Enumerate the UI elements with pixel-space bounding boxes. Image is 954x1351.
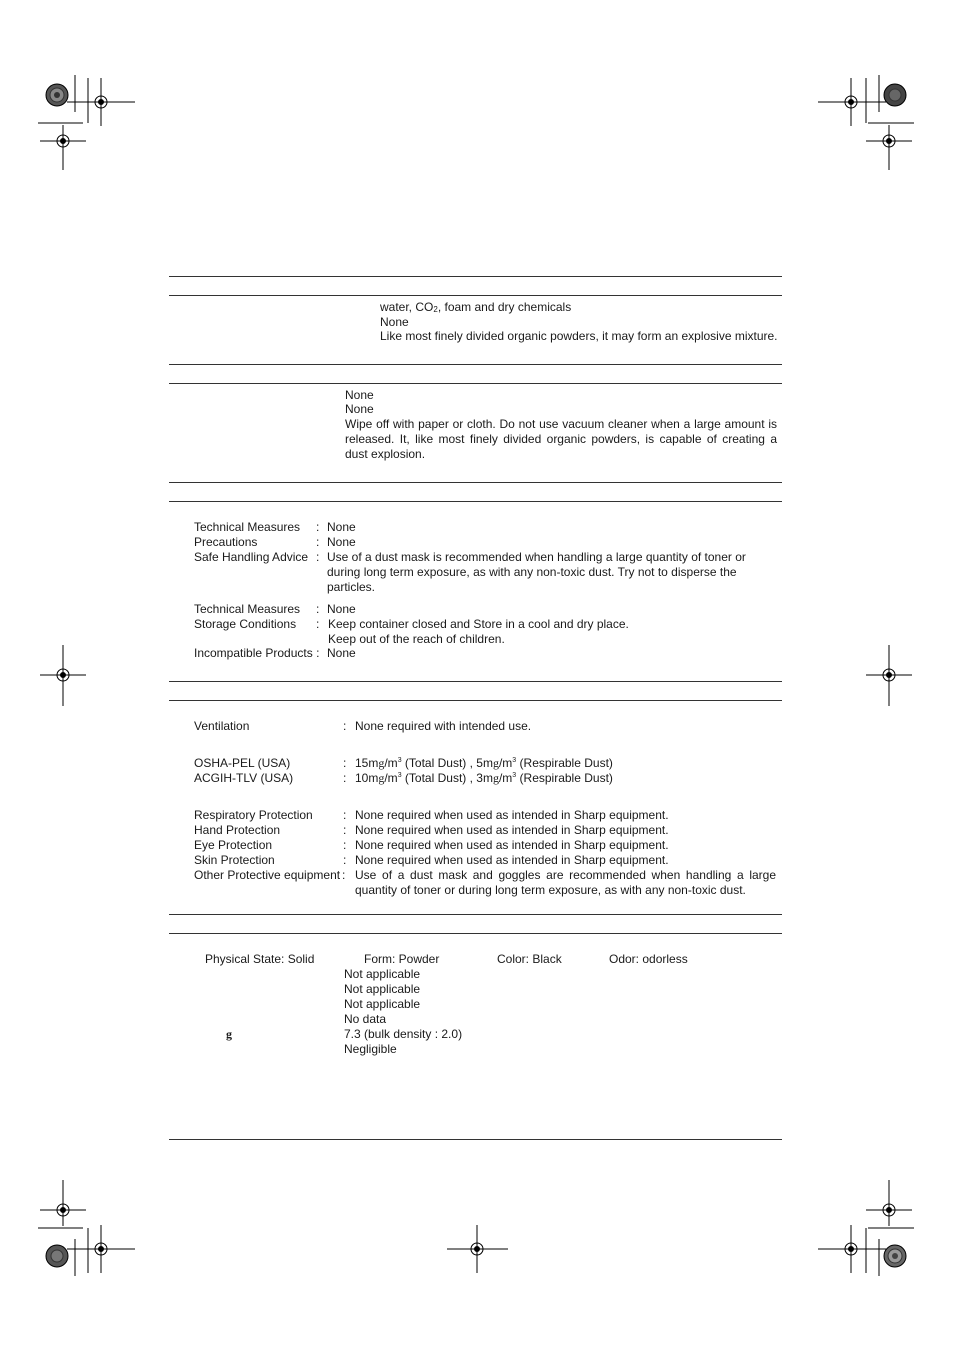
physical-state: Physical State: Solid [205, 952, 315, 966]
g-symbol: g [226, 1027, 232, 1041]
color-swatch-icon [46, 84, 68, 106]
colon: : [316, 550, 320, 564]
form: Form: Powder [364, 952, 440, 966]
acgih-label: ACGIH-TLV (USA) [194, 771, 294, 785]
incompatible-label: Incompatible Products : [194, 646, 320, 660]
section-rule [169, 1139, 782, 1140]
colon: : [342, 868, 346, 882]
explosion-hazard-value: Like most finely divided organic powders, it may form an explosive mixture. [380, 329, 778, 343]
section-rule [169, 295, 782, 296]
other-protective-value: Use of a dust mask and goggles are recommended when handling a large quantity of toner or during long term exposure, as with any non-toxic dust. [355, 868, 776, 897]
release-value-1: None [345, 388, 374, 402]
property-value-3: Not applicable [344, 997, 421, 1011]
colon: : [343, 719, 347, 733]
handling-technical-value: None [327, 520, 356, 534]
skin-value: None required when used as intended in Sharp equipment. [355, 853, 669, 867]
storage-conditions-label: Storage Conditions [194, 617, 297, 631]
section-rule [169, 681, 782, 682]
hand-label: Hand Protection [194, 823, 281, 837]
respiratory-label: Respiratory Protection [194, 808, 313, 822]
color-swatch-icon [884, 1245, 906, 1267]
section-rule [169, 914, 782, 915]
colon: : [343, 771, 347, 785]
section-rule [169, 933, 782, 934]
section-rule [169, 276, 782, 277]
registration-mark-icon [818, 78, 886, 126]
color-swatch-icon [46, 1245, 68, 1267]
safe-handling-label: Safe Handling Advice [194, 550, 309, 564]
registration-mark-icon [818, 1225, 886, 1273]
skin-label: Skin Protection [194, 853, 275, 867]
section-rule [169, 700, 782, 701]
crop-mark-bottom-right [866, 1228, 914, 1276]
ventilation-label: Ventilation [194, 719, 250, 733]
storage-technical-value: None [327, 602, 356, 616]
registration-mark-icon [447, 1225, 508, 1273]
property-value-4: No data [344, 1012, 387, 1026]
crop-mark-top-right [866, 75, 914, 123]
colon: : [316, 535, 320, 549]
colon: : [316, 617, 320, 631]
property-value-2: Not applicable [344, 982, 421, 996]
registration-mark-icon [866, 1180, 912, 1226]
hand-value: None required when used as intended in Sharp equipment. [355, 823, 669, 837]
registration-mark-icon [40, 125, 86, 170]
storage-conditions-value-2: Keep out of the reach of children. [328, 632, 505, 646]
registration-mark-icon [866, 645, 912, 706]
precautions-label: Precautions [194, 535, 258, 549]
registration-mark-icon [67, 78, 135, 126]
colon: : [343, 823, 347, 837]
registration-mark-icon [67, 1225, 135, 1273]
colon: : [316, 520, 320, 534]
osha-value: $15mg/m^3$ (Total Dust) , $5mg/m^3$ (Respirable Dust) [355, 756, 613, 770]
respiratory-value: None required when used as intended in Sharp equipment. [355, 808, 669, 822]
precautions-value: None [327, 535, 356, 549]
property-value-6: Negligible [344, 1042, 397, 1056]
colon: : [343, 838, 347, 852]
crop-mark-top-left [38, 75, 88, 123]
storage-technical-label: Technical Measures [194, 602, 301, 616]
cleanup-method: Wipe off with paper or cloth. Do not use vacuum cleaner when a large amount is released. It, like most finely divided organic powders, is capable of creating a dust explosion. [345, 417, 777, 461]
other-protective-label: Other Protective equipment [194, 868, 341, 882]
crop-mark-bottom-left [38, 1228, 88, 1276]
fire-hazard-value: None [380, 315, 409, 329]
safe-handling-value: Use of a dust mask is recommended when handling a large quantity of toner or during long term exposure, as with any non-toxic dust. Try not to disperse the particles. [327, 550, 746, 594]
incompatible-value: None [327, 646, 356, 660]
odor: Odor: odorless [609, 952, 688, 966]
ventilation-value: None required with intended use. [355, 719, 532, 733]
registration-mark-icon [40, 1180, 86, 1226]
colon: : [343, 853, 347, 867]
colon: : [343, 756, 347, 770]
color: Color: Black [497, 952, 562, 966]
osha-label: OSHA-PEL (USA) [194, 756, 291, 770]
color-swatch-icon [884, 84, 906, 106]
section-rule [169, 482, 782, 483]
eye-label: Eye Protection [194, 838, 273, 852]
section-rule [169, 501, 782, 502]
section-rule [169, 383, 782, 384]
registration-mark-icon [866, 125, 912, 170]
acgih-value: $10mg/m^3$ (Total Dust) , $3mg/m^3$ (Respirable Dust) [355, 771, 613, 785]
specific-gravity-value: 7.3 (bulk density : 2.0) [344, 1027, 463, 1041]
colon: : [316, 602, 320, 616]
handling-technical-label: Technical Measures [194, 520, 301, 534]
eye-value: None required when used as intended in Sharp equipment. [355, 838, 669, 852]
property-value-1: Not applicable [344, 967, 421, 981]
release-value-2: None [345, 402, 374, 416]
colon: : [343, 808, 347, 822]
extinguishing-media: water, $CO_2$, foam and dry chemicals [380, 300, 572, 314]
registration-mark-icon [40, 645, 86, 706]
section-rule [169, 364, 782, 365]
storage-conditions-value: Keep container closed and Store in a cool and dry place. [328, 617, 629, 631]
